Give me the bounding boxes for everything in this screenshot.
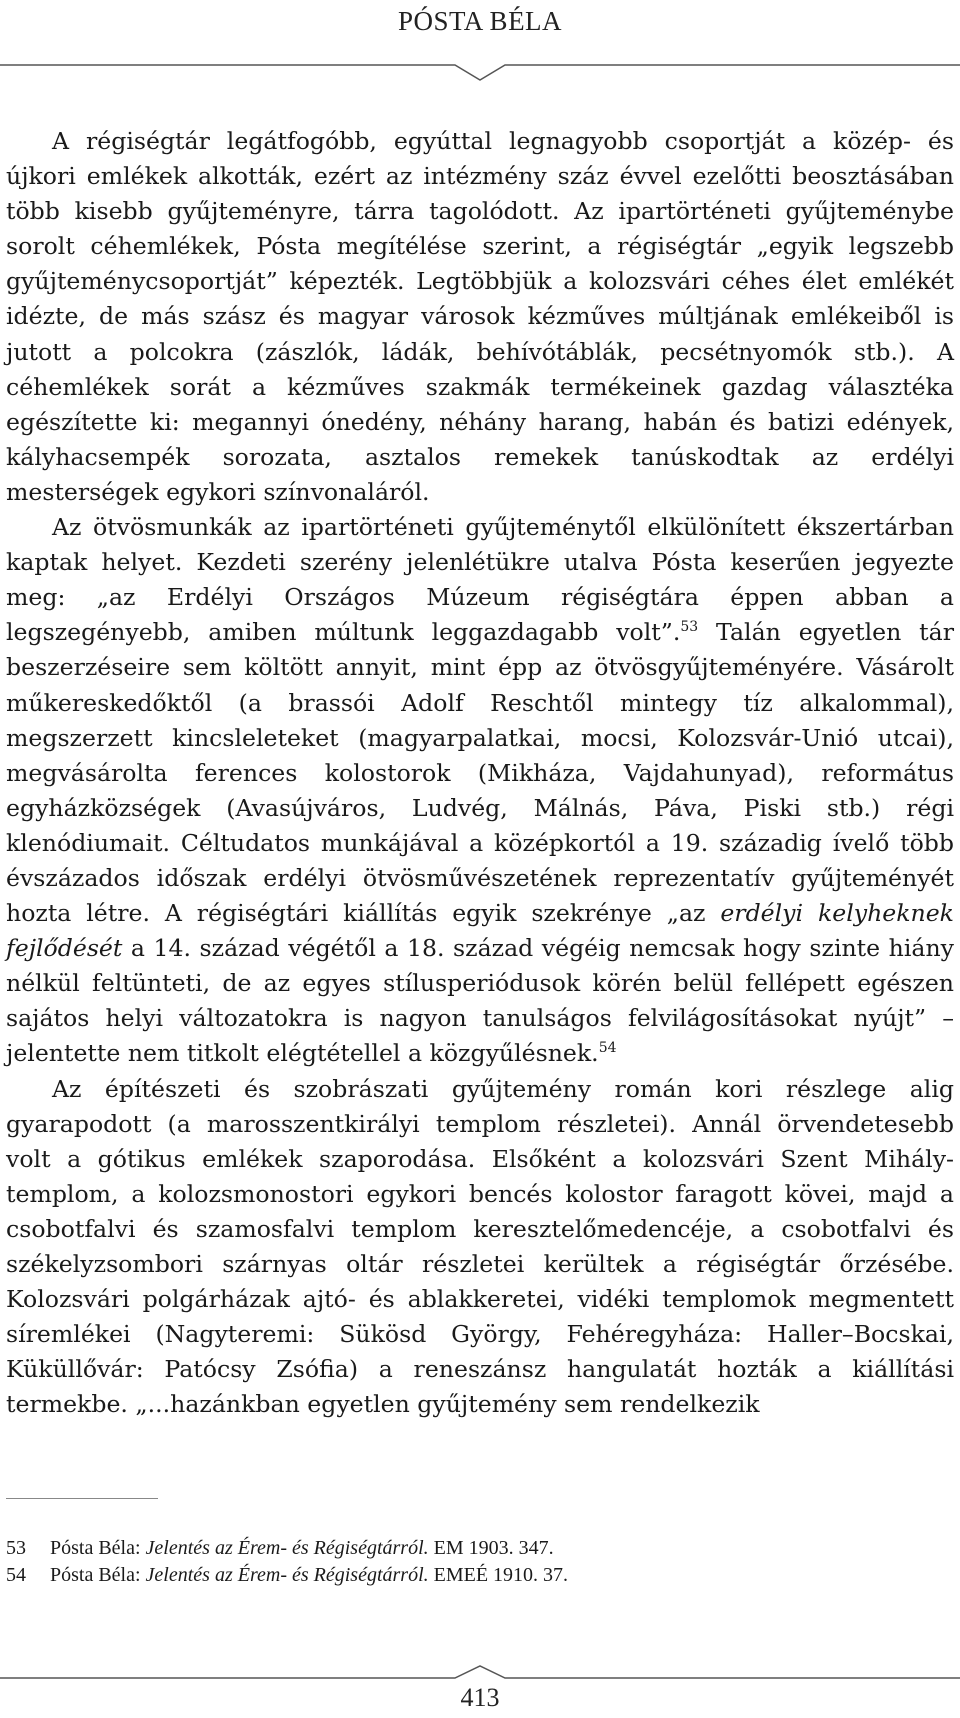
footnote-number: 53 <box>6 1537 26 1559</box>
paragraph: Az építészeti és szobrászati gyűjtemény román kori részlege alig gyarapodott (a marosszentkirályi templom részletei). Annál örvendetesebb volt a gótikus emlékek szaporodása. Elsőként a kolozsvári Szent Mihály-templom, a kolozsmonostori egykori bencés kolostor faragott kövei, majd a csobotfalvi és szamosfalvi templom keresztelőmedencéje, a csobotfalvi és székelyzsombori szárnyas oltár részletei kerültek a régiségtár őrzésébe. Kolozsvári polgárházak ajtó- és ablakkeretei, vidéki templomok megmentett síremlékei (Nagyteremi: Sükösd György, Fehéregyháza: Haller–Bocskai, Küküllővár: Patócsy Zsófia) a reneszánsz hangulatát hozták a kiállítási termekbe. „...hazánkban egyetlen gyűjtemény sem rendelkezik <box>6 1074 954 1419</box>
footnote <box>6 1562 946 1589</box>
footnote-number: 54 <box>6 1564 26 1586</box>
header-rule-with-notch <box>0 55 960 85</box>
footnote-text: Pósta Béla: Jelentés az Érem- és Régiségtárról. EMEÉ 1910. 37. <box>50 1564 569 1586</box>
page-number: 413 <box>460 1683 500 1712</box>
running-head: PÓSTA BÉLA <box>397 6 563 36</box>
footer-rule-with-notch <box>0 1664 960 1684</box>
body-text <box>6 124 954 1422</box>
footnote-ref[interactable]: 53 <box>680 619 699 636</box>
page-header <box>0 0 960 90</box>
footnote-ref[interactable]: 54 <box>598 1040 617 1057</box>
paragraph: A régiségtár legátfogóbb, egyúttal legnagyobb csoportját a közép- és újkori emlékek alkották, ezért az intézmény száz évvel ezelőtti beosztásában több kisebb gyűjteményre, tárra tagolódott. Az ipartörténeti gyűjteménybe sorolt céhemlékek, Pósta megítélése szerint, a régiségtár „egyik legszebb gyűjteménycsoportját” képezték. Legtöbbjük a kolozsvári céhes élet emlékét idézte, de más szász és magyar városok kézműves múltjának emlékeiből is jutott a polcokra (zászlók, ládák, behívótáblák, pecsétnyomók stb.). A céhemlékek sorát a kézműves szakmák termékeinek gazdag választéka egészítette ki: megannyi ónedény, néhány harang, habán és batizi edények, kályhacsempék sorozata, asztalos remekek tanúskodtak az erdélyi mesterségek egykori színvonaláról. <box>6 127 954 506</box>
paragraph: Az ötvösmunkák az ipartörténeti gyűjteménytől elkülönített ékszertárban kaptak helyet. Kezdeti szerény jelenlétükre utalva Pósta keserűen jegyezte meg: „az Erdélyi Országos Múzeum régiségtára éppen abban a legszegényebb, amiben múltunk leggazdagabb volt”.$^{53}$ Talán egyetlen tár beszerzéseire sem költött annyit, mint épp az ötvösgyűjteményére. Vásárolt műkereskedőktől (a brassói Adolf Reschtől mintegy tíz alkalommal), megszerzett kincsleleteket (magyarpalatkai, mocsi, Kolozsvár-Unió utcai), megvásárolta ferences kolostorok (Mikháza, Vajdahunyad), református egyházközségek (Avasújváros, Ludvég, Málnás, Páva, Piski stb.) régi klenódiumait. Céltudatos munkájával a középkortól a 19. századig ívelő több évszázados időszak erdélyi ötvösművészetének reprezentatív gyűjteményét hozta létre. A régiségtári kiállítás egyik szekrénye „az erdélyi kelyheknek fejlődését a 14. század végétől a 18. század végéig nemcsak hogy szinte hiány nélkül feltünteti, de az egyes stílusperiódusok körén belül fellépett egészen sajátos helyi változatokra is nagyon tanulságos felvilágosításokat nyújt” – jelentette nem titkolt elégtétellel a közgyűlésnek.$^{54}$ <box>6 513 954 1068</box>
footnote <box>6 1535 946 1562</box>
footnote-text: Pósta Béla: Jelentés az Érem- és Régiségtárról. EM 1903. 347. <box>50 1537 554 1559</box>
footnotes <box>6 1535 946 1589</box>
footnote-separator <box>6 1498 158 1499</box>
